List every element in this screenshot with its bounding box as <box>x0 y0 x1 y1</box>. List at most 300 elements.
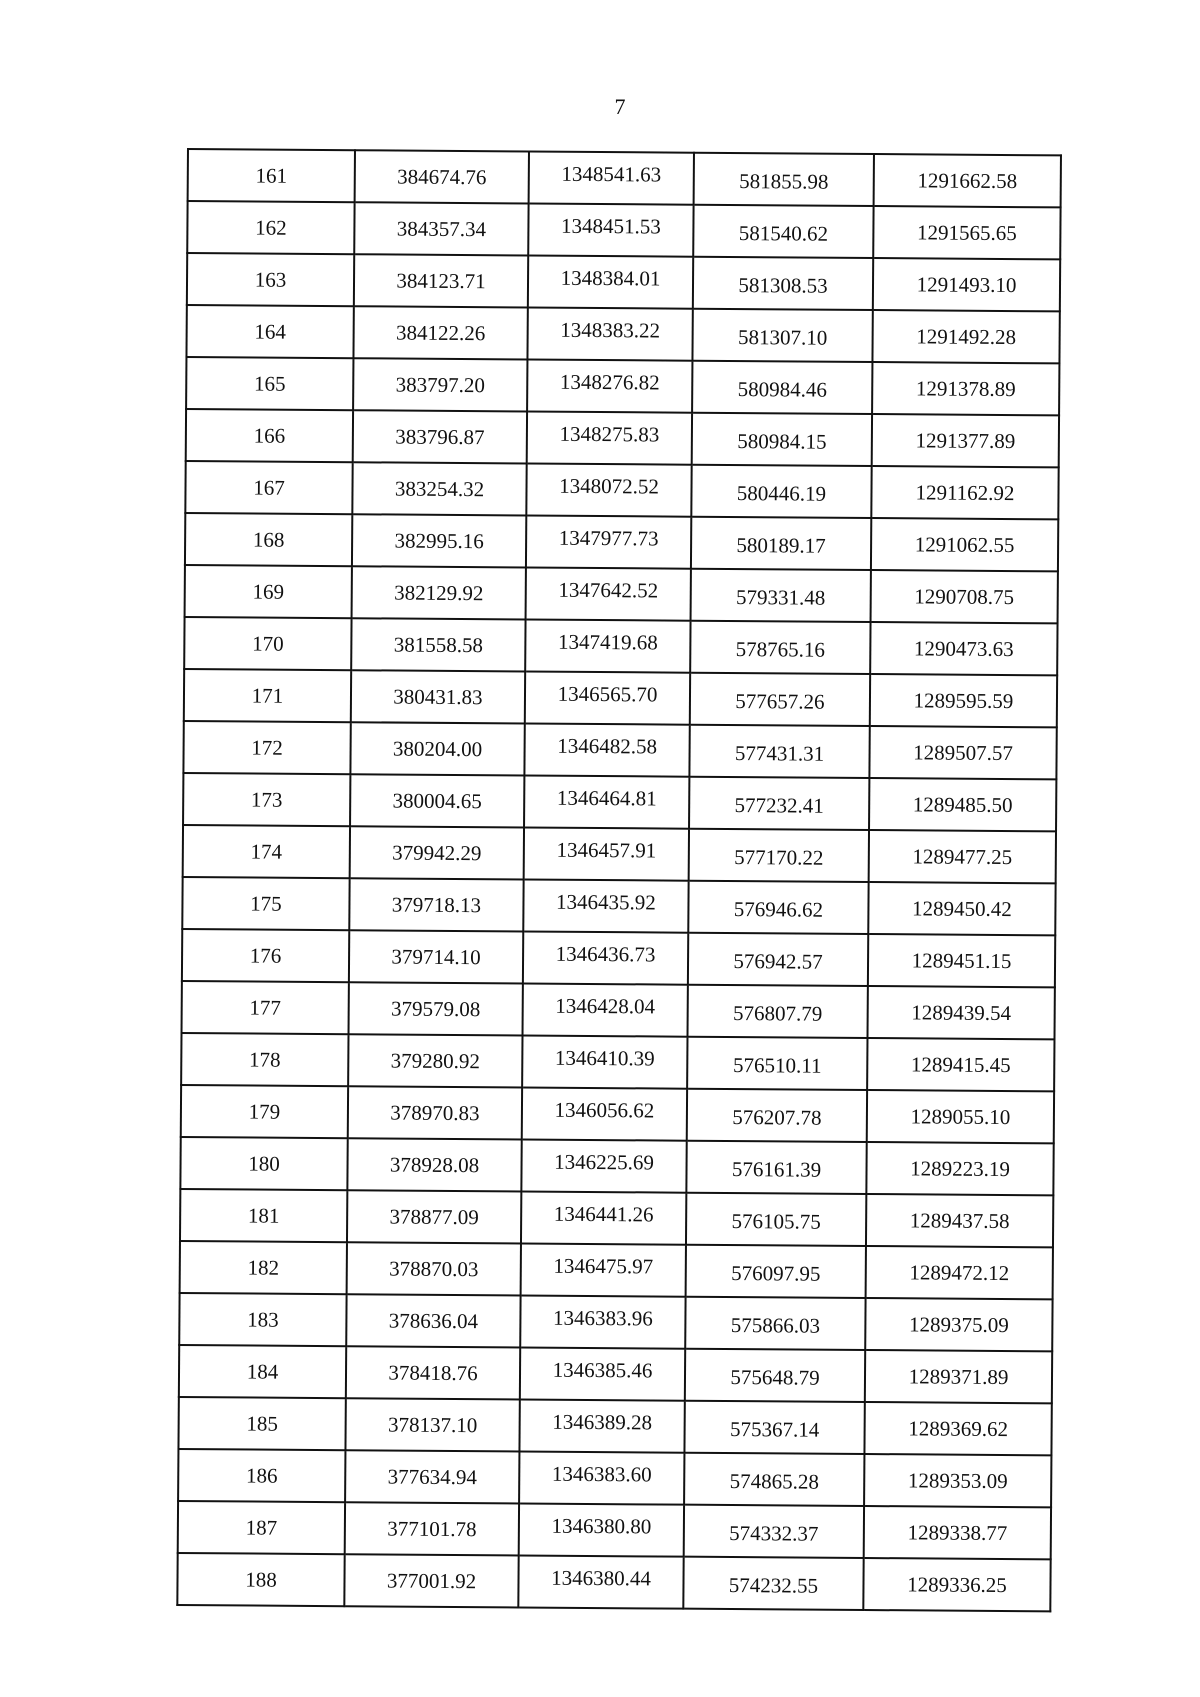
cell-value: 576942.57 <box>733 948 823 974</box>
point-id-cell <box>188 149 355 202</box>
cell-value: 383254.32 <box>394 476 485 501</box>
cell-value: 1346441.26 <box>553 1201 654 1226</box>
cell-value: 578765.16 <box>735 636 826 662</box>
cell-value: 164 <box>254 318 286 344</box>
x2-cell <box>693 257 873 310</box>
x2-cell <box>689 829 869 882</box>
cell-value: 1289336.25 <box>907 1571 1007 1597</box>
cell-value: 163 <box>254 267 287 292</box>
cell-value: 1289472.12 <box>909 1259 1010 1285</box>
y2-cell <box>863 1558 1050 1611</box>
y2-cell <box>868 934 1055 987</box>
x1-cell <box>345 1450 519 1503</box>
y2-cell <box>872 414 1059 467</box>
x1-cell <box>348 1086 522 1139</box>
point-id-cell <box>185 565 352 618</box>
cell-value: 577232.41 <box>734 792 824 818</box>
y1-cell <box>527 411 692 464</box>
cell-value: 1289450.42 <box>911 895 1012 921</box>
y1-cell <box>525 619 690 672</box>
cell-value: 581308.53 <box>738 272 828 298</box>
cell-value: 384674.76 <box>397 164 487 189</box>
x1-cell <box>353 410 527 463</box>
cell-value: 1289507.57 <box>913 739 1014 765</box>
point-id-cell <box>178 1449 345 1502</box>
y1-cell <box>525 671 690 724</box>
y1-cell <box>519 1399 684 1452</box>
x1-cell <box>349 982 523 1035</box>
cell-value: 171 <box>251 682 284 708</box>
cell-value: 378928.08 <box>389 1152 480 1177</box>
cell-value: 1289369.62 <box>908 1415 1009 1441</box>
x1-cell <box>353 306 527 359</box>
point-id-cell <box>186 305 353 358</box>
table-row <box>183 773 1056 831</box>
cell-value: 1289375.09 <box>908 1311 1009 1337</box>
x1-cell <box>349 930 523 983</box>
cell-value: 576946.62 <box>733 896 824 922</box>
y2-cell <box>868 882 1055 935</box>
cell-value: 165 <box>253 370 286 396</box>
cell-value: 575367.14 <box>729 1416 820 1442</box>
y2-cell <box>871 518 1058 571</box>
cell-value: 162 <box>255 215 287 240</box>
y1-cell <box>528 256 693 309</box>
cell-value: 180 <box>248 1150 280 1176</box>
table-row <box>181 1033 1054 1091</box>
table-row <box>178 1501 1051 1559</box>
y2-cell <box>873 258 1060 311</box>
cell-value: 173 <box>250 786 283 812</box>
cell-value: 1346410.39 <box>554 1045 655 1070</box>
point-id-cell <box>185 461 352 514</box>
cell-value: 182 <box>247 1254 280 1280</box>
table-row <box>187 201 1060 259</box>
y2-cell <box>866 1142 1053 1195</box>
y1-cell <box>522 1035 687 1088</box>
cell-value: 384357.34 <box>396 216 487 241</box>
y1-cell <box>523 879 688 932</box>
cell-value: 1289485.50 <box>912 791 1013 817</box>
x2-cell <box>690 673 870 726</box>
x1-cell <box>352 566 526 619</box>
cell-value: 1291493.10 <box>916 271 1017 297</box>
cell-value: 179 <box>248 1098 281 1124</box>
cell-value: 377101.78 <box>387 1516 477 1541</box>
point-id-cell <box>186 409 353 462</box>
x1-cell <box>354 254 528 307</box>
point-id-cell <box>187 201 354 254</box>
cell-value: 384123.71 <box>396 268 486 293</box>
x2-cell <box>691 569 871 622</box>
y1-cell <box>524 827 689 880</box>
y1-cell <box>523 931 688 984</box>
cell-value: 575648.79 <box>730 1364 820 1390</box>
cell-value: 377001.92 <box>386 1568 477 1593</box>
y2-cell <box>870 622 1057 675</box>
cell-value: 176 <box>249 942 282 968</box>
x1-cell <box>353 358 527 411</box>
y2-cell <box>866 1194 1053 1247</box>
cell-value: 1346056.62 <box>554 1097 655 1122</box>
y1-cell <box>524 775 689 828</box>
y2-cell <box>864 1506 1051 1559</box>
point-id-cell <box>179 1345 346 1398</box>
cell-value: 1291662.58 <box>917 167 1018 193</box>
cell-value: 183 <box>247 1306 279 1332</box>
cell-value: 1289451.15 <box>911 947 1012 973</box>
table-row <box>180 1189 1053 1247</box>
cell-value: 576807.79 <box>732 1000 823 1026</box>
cell-value: 580189.17 <box>736 532 826 558</box>
cell-value: 581855.98 <box>739 168 829 194</box>
x1-cell <box>352 462 526 515</box>
table-row <box>185 565 1058 623</box>
x2-cell <box>687 1089 867 1142</box>
x2-cell <box>688 881 868 934</box>
cell-value: 1291162.92 <box>915 479 1015 505</box>
cell-value: 383797.20 <box>395 372 485 397</box>
table-row <box>184 669 1057 727</box>
cell-value: 1348451.53 <box>560 213 661 238</box>
cell-value: 1289437.58 <box>909 1207 1010 1233</box>
cell-value: 174 <box>250 838 283 864</box>
x2-cell <box>687 1037 867 1090</box>
point-id-cell <box>183 825 350 878</box>
cell-value: 1348275.83 <box>559 421 660 446</box>
cell-value: 574232.55 <box>728 1572 819 1598</box>
y1-cell <box>518 1555 683 1608</box>
cell-value: 378870.03 <box>389 1256 479 1281</box>
y2-cell <box>865 1350 1052 1403</box>
cell-value: 378877.09 <box>389 1204 479 1229</box>
x1-cell <box>351 670 525 723</box>
x1-cell <box>348 1034 522 1087</box>
table-row <box>183 721 1056 779</box>
cell-value: 1346482.58 <box>557 733 658 758</box>
y2-cell <box>866 1246 1053 1299</box>
cell-value: 1289415.45 <box>910 1051 1011 1077</box>
cell-value: 384122.26 <box>395 320 486 345</box>
y1-cell <box>528 204 693 257</box>
cell-value: 1346435.92 <box>556 889 656 914</box>
cell-value: 1291565.65 <box>916 219 1017 245</box>
x2-cell <box>689 725 869 778</box>
point-id-cell <box>178 1501 345 1554</box>
point-id-cell <box>186 357 353 410</box>
x1-cell <box>346 1294 520 1347</box>
x1-cell <box>349 878 523 931</box>
table-row <box>180 1137 1053 1195</box>
y1-cell <box>526 463 691 516</box>
table-row <box>181 1085 1054 1143</box>
cell-value: 1346457.91 <box>556 837 657 862</box>
table-row <box>185 513 1058 571</box>
y2-cell <box>874 154 1061 207</box>
cell-value: 379714.10 <box>391 944 481 969</box>
table-row <box>186 305 1059 363</box>
cell-value: 576105.75 <box>731 1208 821 1234</box>
cell-value: 380431.83 <box>393 684 483 709</box>
point-id-cell <box>182 929 349 982</box>
table-row <box>178 1449 1051 1507</box>
x1-cell <box>355 150 529 203</box>
cell-value: 169 <box>252 578 285 604</box>
x1-cell <box>347 1242 521 1295</box>
x1-cell <box>347 1138 521 1191</box>
table-row <box>180 1241 1053 1299</box>
cell-value: 580984.46 <box>737 376 827 402</box>
cell-value: 178 <box>248 1046 281 1072</box>
y1-cell <box>521 1139 686 1192</box>
x2-cell <box>684 1505 864 1558</box>
cell-value: 380004.65 <box>392 788 482 813</box>
cell-value: 577170.22 <box>734 844 824 870</box>
cell-value: 1347419.68 <box>557 629 658 654</box>
table-row <box>179 1345 1052 1403</box>
x2-cell <box>686 1245 866 1298</box>
x2-cell <box>691 465 871 518</box>
y2-cell <box>867 1038 1054 1091</box>
cell-value: 187 <box>245 1514 278 1540</box>
cell-value: 379718.13 <box>391 892 482 917</box>
coordinate-table <box>176 148 1062 1612</box>
x1-cell <box>350 722 524 775</box>
cell-value: 380204.00 <box>392 736 483 761</box>
coordinate-table-body <box>177 149 1061 1611</box>
table-row <box>182 981 1055 1039</box>
cell-value: 581307.10 <box>737 324 828 350</box>
x1-cell <box>346 1346 520 1399</box>
cell-value: 1348384.01 <box>560 265 661 290</box>
y2-cell <box>873 206 1060 259</box>
cell-value: 579331.48 <box>736 584 826 610</box>
x2-cell <box>686 1141 866 1194</box>
y2-cell <box>869 726 1056 779</box>
x2-cell <box>690 621 870 674</box>
y1-cell <box>527 308 692 361</box>
y2-cell <box>871 466 1058 519</box>
point-id-cell <box>178 1397 345 1450</box>
cell-value: 1346385.46 <box>552 1357 653 1382</box>
cell-value: 580984.15 <box>737 428 827 454</box>
cell-value: 172 <box>251 734 283 760</box>
y1-cell <box>519 1503 684 1556</box>
y2-cell <box>869 778 1056 831</box>
y2-cell <box>870 674 1057 727</box>
cell-value: 1346389.28 <box>552 1409 653 1434</box>
cell-value: 161 <box>255 163 288 188</box>
cell-value: 1290708.75 <box>914 583 1015 609</box>
cell-value: 1347642.52 <box>558 577 659 602</box>
cell-value: 576510.11 <box>732 1052 822 1078</box>
y1-cell <box>524 723 689 776</box>
x2-cell <box>685 1349 865 1402</box>
point-id-cell <box>182 877 349 930</box>
cell-value: 166 <box>253 422 286 448</box>
y2-cell <box>869 830 1056 883</box>
y1-cell <box>521 1243 686 1296</box>
x2-cell <box>692 361 872 414</box>
cell-value: 581540.62 <box>738 220 829 246</box>
cell-value: 377634.94 <box>387 1464 477 1489</box>
cell-value: 1289477.25 <box>912 843 1013 869</box>
cell-value: 576207.78 <box>732 1104 822 1130</box>
cell-value: 576161.39 <box>731 1156 822 1182</box>
x1-cell <box>350 774 524 827</box>
cell-value: 1289371.89 <box>908 1363 1009 1389</box>
cell-value: 1348541.63 <box>561 161 662 186</box>
cell-value: 1346380.44 <box>551 1565 651 1590</box>
x1-cell <box>345 1502 519 1555</box>
table-row <box>184 617 1057 675</box>
x1-cell <box>350 826 524 879</box>
y2-cell <box>865 1298 1052 1351</box>
table-row <box>186 357 1059 415</box>
y1-cell <box>527 360 692 413</box>
x2-cell <box>691 517 871 570</box>
cell-value: 1290473.63 <box>913 635 1014 661</box>
point-id-cell <box>177 1553 344 1606</box>
cell-value: 577657.26 <box>735 688 825 714</box>
cell-value: 1347977.73 <box>558 525 659 550</box>
point-id-cell <box>187 253 354 306</box>
point-id-cell <box>183 773 350 826</box>
cell-value: 382129.92 <box>394 580 484 605</box>
y1-cell <box>521 1191 686 1244</box>
cell-value: 378970.83 <box>390 1100 480 1125</box>
cell-value: 1346225.69 <box>554 1149 655 1174</box>
point-id-cell <box>185 513 352 566</box>
cell-value: 576097.95 <box>731 1260 821 1286</box>
x2-cell <box>686 1193 866 1246</box>
cell-value: 379280.92 <box>390 1048 481 1073</box>
cell-value: 379579.08 <box>390 996 481 1021</box>
cell-value: 185 <box>246 1410 278 1436</box>
cell-value: 1291492.28 <box>916 323 1017 349</box>
cell-value: 1348072.52 <box>559 473 659 498</box>
x2-cell <box>693 205 873 258</box>
cell-value: 1346383.60 <box>551 1461 652 1486</box>
point-id-cell <box>182 981 349 1034</box>
table-row <box>179 1293 1052 1351</box>
cell-value: 574865.28 <box>729 1468 819 1494</box>
y1-cell <box>526 515 691 568</box>
point-id-cell <box>184 617 351 670</box>
cell-value: 1289595.59 <box>913 687 1014 713</box>
table-row <box>188 149 1061 207</box>
y2-cell <box>864 1454 1051 1507</box>
cell-value: 379942.29 <box>392 840 482 865</box>
y2-cell <box>872 362 1059 415</box>
x1-cell <box>354 202 528 255</box>
table-row <box>187 253 1060 311</box>
point-id-cell <box>183 721 350 774</box>
page-number: 7 <box>614 94 626 119</box>
cell-value: 1346464.81 <box>556 785 657 810</box>
x1-cell <box>344 1554 518 1607</box>
cell-value: 1346383.96 <box>552 1305 653 1330</box>
x2-cell <box>692 413 872 466</box>
x2-cell <box>689 777 869 830</box>
y1-cell <box>520 1347 685 1400</box>
cell-value: 1289353.09 <box>907 1467 1008 1493</box>
x2-cell <box>685 1297 865 1350</box>
point-id-cell <box>181 1033 348 1086</box>
table-row <box>182 877 1055 935</box>
x2-cell <box>683 1557 863 1610</box>
cell-value: 1289223.19 <box>910 1155 1011 1181</box>
cell-value: 378137.10 <box>387 1412 478 1437</box>
point-id-cell <box>180 1137 347 1190</box>
x2-cell <box>687 985 867 1038</box>
cell-value: 577431.31 <box>734 740 825 766</box>
cell-value: 381558.58 <box>393 632 484 657</box>
cell-value: 1291377.89 <box>915 427 1016 453</box>
cell-value: 1346380.80 <box>551 1513 652 1538</box>
cell-value: 580446.19 <box>736 480 827 506</box>
y1-cell <box>526 567 691 620</box>
cell-value: 1348276.82 <box>559 369 660 394</box>
cell-value: 1289439.54 <box>911 999 1012 1025</box>
cell-value: 1346565.70 <box>557 681 658 706</box>
cell-value: 1346475.97 <box>553 1253 654 1278</box>
table-row <box>177 1553 1050 1611</box>
cell-value: 382995.16 <box>394 528 484 553</box>
cell-value: 168 <box>252 526 285 552</box>
cell-value: 186 <box>245 1462 278 1488</box>
x2-cell <box>688 933 868 986</box>
y1-cell <box>529 152 694 205</box>
x2-cell <box>684 1453 864 1506</box>
y2-cell <box>871 570 1058 623</box>
cell-value: 378418.76 <box>388 1360 478 1385</box>
cell-value: 177 <box>249 994 282 1020</box>
cell-value: 170 <box>252 630 284 656</box>
x1-cell <box>352 514 526 567</box>
cell-value: 167 <box>253 474 285 500</box>
cell-value: 574332.37 <box>729 1520 819 1546</box>
y2-cell <box>872 310 1059 363</box>
y2-cell <box>864 1402 1051 1455</box>
cell-value: 1346436.73 <box>555 941 656 966</box>
cell-value: 1289338.77 <box>907 1519 1008 1545</box>
y1-cell <box>520 1295 685 1348</box>
y1-cell <box>523 983 688 1036</box>
table-row <box>178 1397 1051 1455</box>
y1-cell <box>522 1087 687 1140</box>
coordinate-table-container <box>176 148 1060 1612</box>
point-id-cell <box>179 1293 346 1346</box>
cell-value: 1289055.10 <box>910 1103 1011 1129</box>
x2-cell <box>684 1401 864 1454</box>
cell-value: 1291062.55 <box>914 531 1015 557</box>
cell-value: 575866.03 <box>730 1312 821 1338</box>
x1-cell <box>345 1398 519 1451</box>
y2-cell <box>867 1090 1054 1143</box>
cell-value: 181 <box>247 1202 280 1228</box>
cell-value: 1348383.22 <box>560 317 661 342</box>
x1-cell <box>347 1190 521 1243</box>
cell-value: 1346428.04 <box>555 993 656 1018</box>
point-id-cell <box>184 669 351 722</box>
cell-value: 1291378.89 <box>915 375 1016 401</box>
cell-value: 383796.87 <box>395 424 485 449</box>
x2-cell <box>692 309 872 362</box>
cell-value: 175 <box>250 890 282 916</box>
table-row <box>186 409 1059 467</box>
cell-value: 184 <box>246 1358 279 1384</box>
